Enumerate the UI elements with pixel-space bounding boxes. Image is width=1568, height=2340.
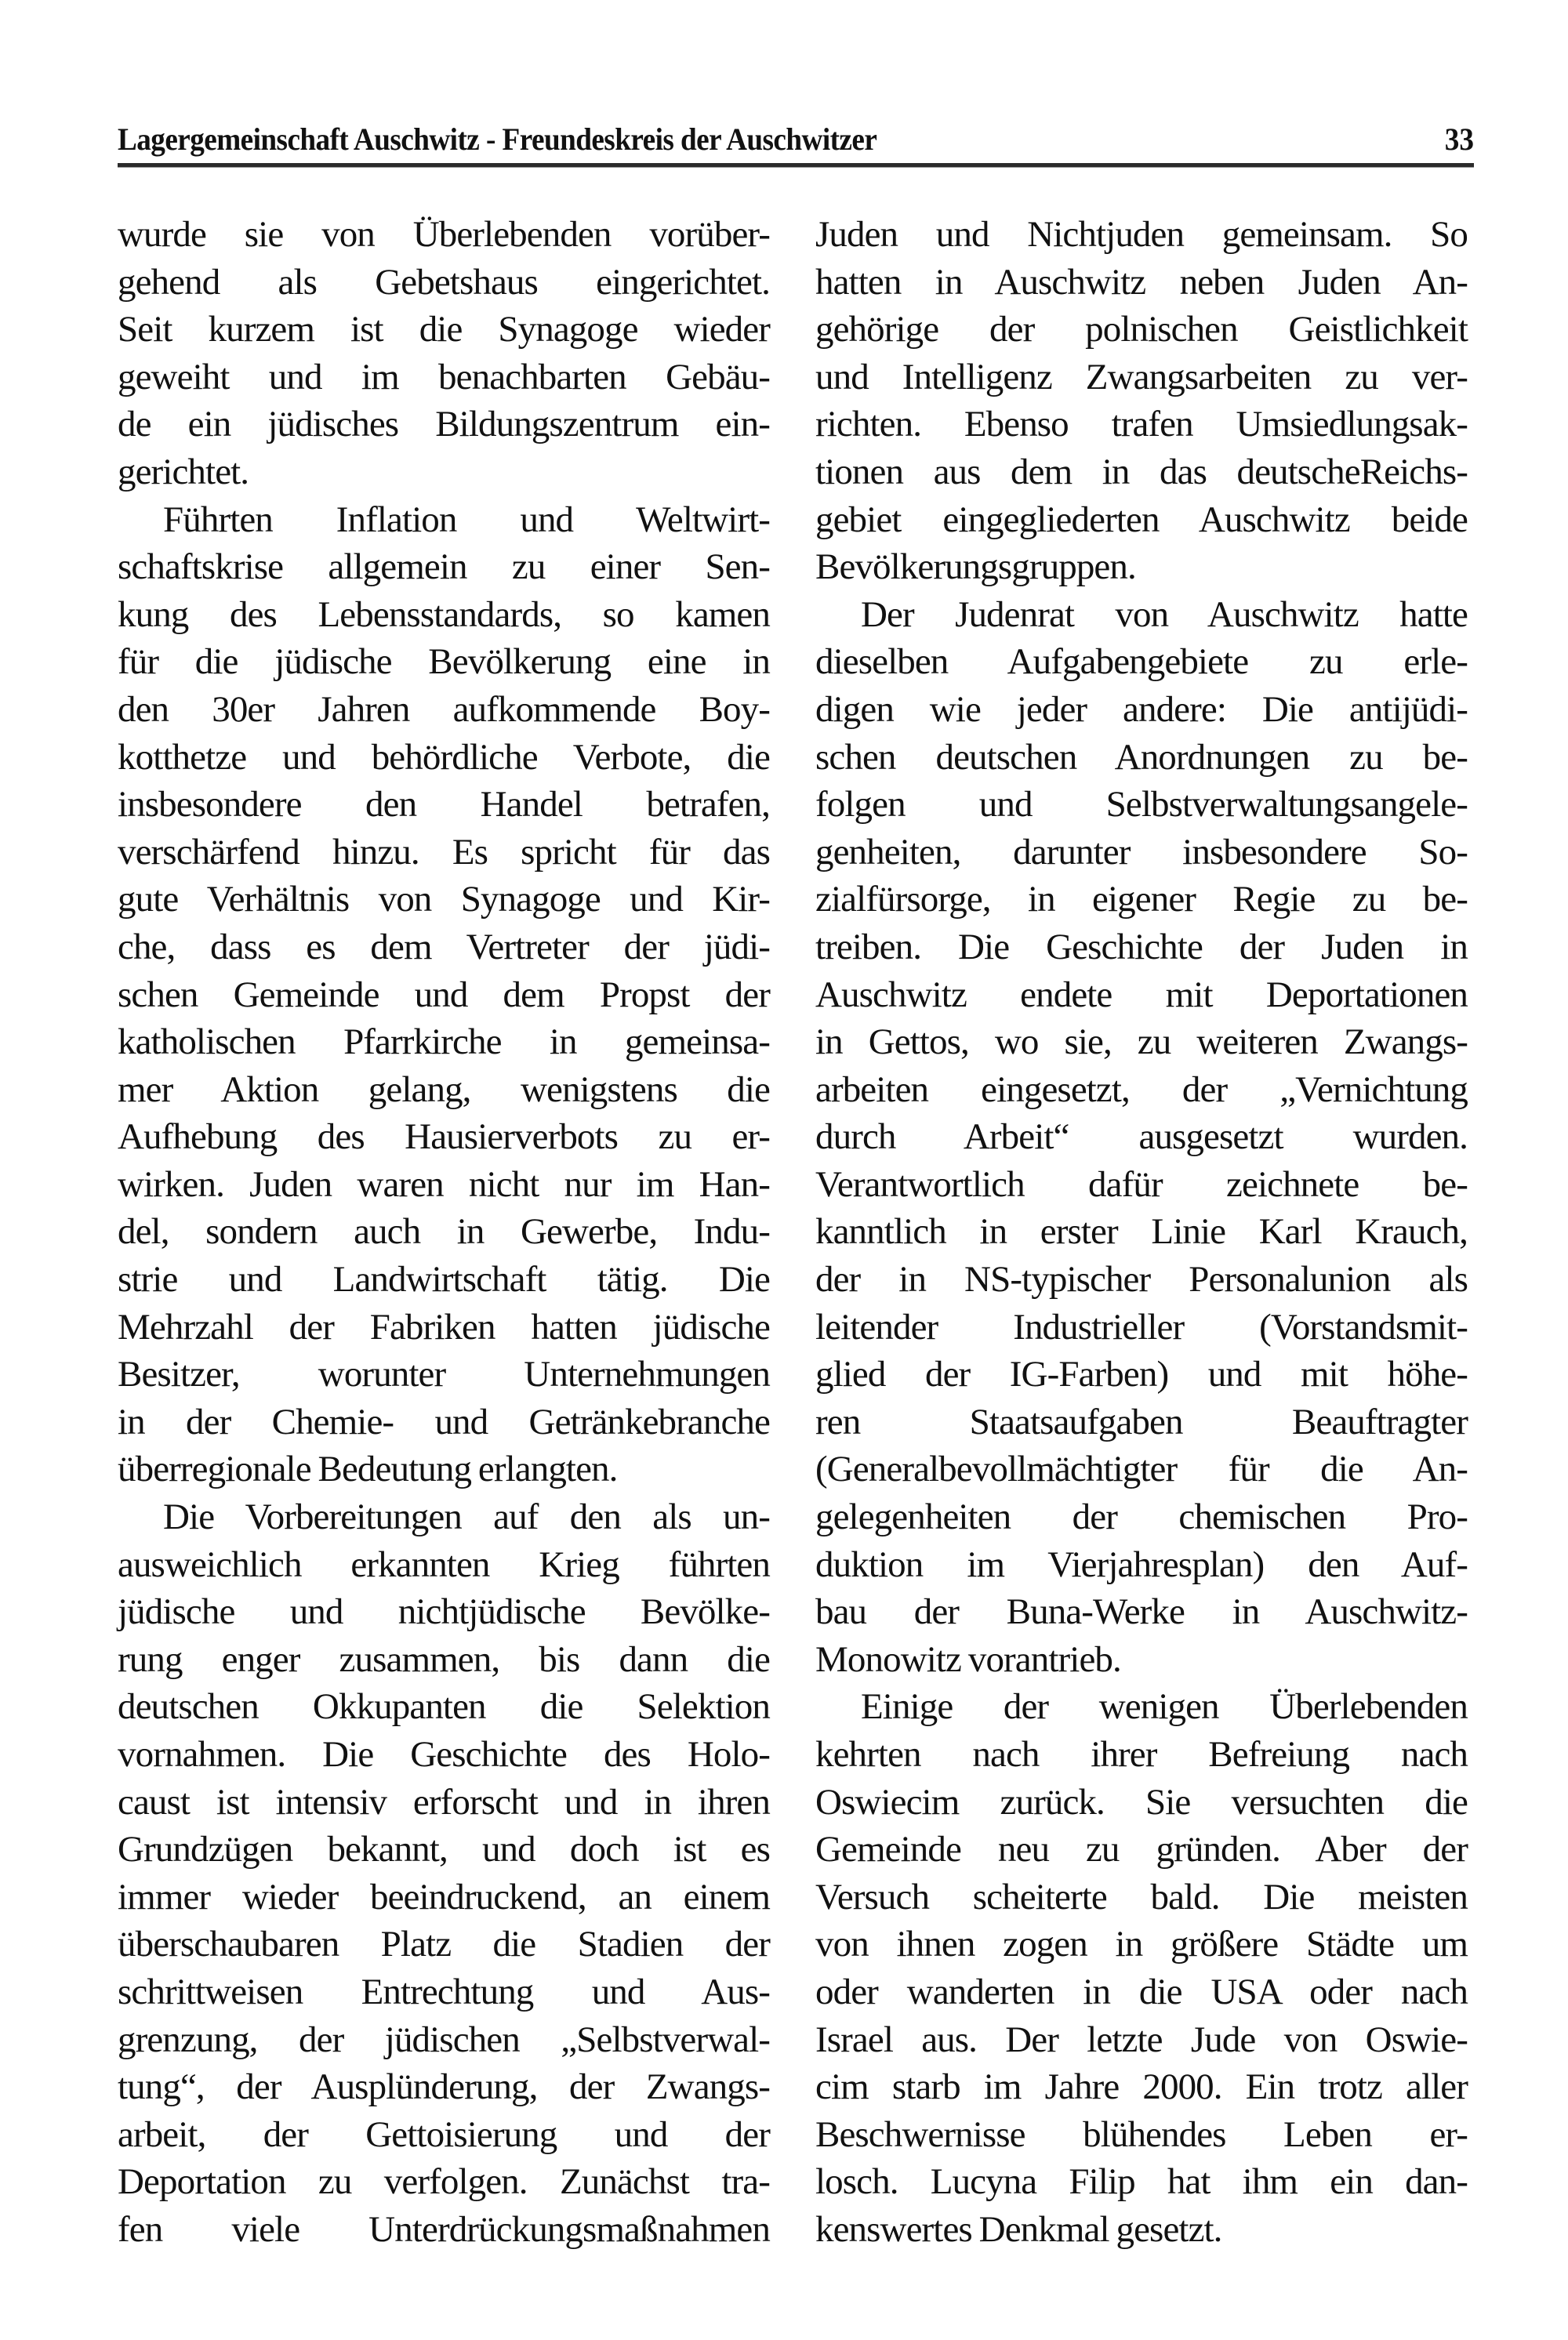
text-line: gelegenheiten der chemischen Pro- [815,1497,1468,1538]
text-line: genheiten, darunter insbesondere So- [815,831,1468,873]
text-line: gehörige der polnischen Geistlichkeit [815,309,1468,350]
text-line: tung“, der Ausplünderung, der Zwangs- [118,2066,770,2108]
text-line: überregionale Bedeutung erlangten. [118,1449,618,1490]
text-line: von ihnen zogen in größere Städte um [815,1924,1468,1965]
text-line: Mehrzahl der Fabriken hatten jüdische [118,1306,770,1348]
text-line: Israel aus. Der letzte Jude von Oswie- [815,2019,1468,2060]
text-line: schrittweisen Entrechtung und Aus- [118,1971,770,2012]
text-line: Grundzügen bekannt, und doch ist es [118,1829,770,1870]
text-line: katholischen Pfarrkirche in gemeinsa- [118,1021,770,1063]
header-rule [118,163,1474,168]
text-line: Aufhebung des Hausierverbots zu er- [118,1116,770,1158]
text-line: Monowitz vorantrieb. [815,1638,1121,1680]
text-line: und Intelligenz Zwangsarbeiten zu ver- [815,356,1468,397]
text-line: Der Judenrat von Auschwitz hatte [861,593,1468,635]
text-line: bau der Buna-Werke in Auschwitz- [815,1591,1468,1633]
text-line: gebiet eingegliederten Auschwitz beide [815,499,1468,540]
text-line: den 30er Jahren aufkommende Boy- [118,688,770,730]
page-header [118,118,1474,161]
text-line: cim starb im Jahre 2000. Ein trotz aller [815,2066,1468,2108]
text-line: grenzung, der jüdischen „Selbstverwal- [118,2019,770,2060]
text-line: dieselben Aufgabengebiete zu erle- [815,641,1468,683]
text-line: gerichtet. [118,451,249,492]
text-line: überschaubaren Platz die Stadien der [118,1924,770,1965]
text-line: durch Arbeit“ ausgesetzt wurden. [815,1116,1468,1158]
text-line: Bevölkerungsgruppen. [815,546,1136,588]
text-line: immer wieder beeindruckend, an einem [118,1876,770,1917]
text-line: fen viele Unterdrückungsmaßnahmen [118,2208,770,2250]
text-line: glied der IG-Farben) und mit höhe- [815,1354,1468,1395]
text-line: schen deutschen Anordnungen zu be- [815,736,1468,778]
text-line: verschärfend hinzu. Es spricht für das [118,831,770,873]
text-line: gehend als Gebetshaus eingerichtet. [118,261,770,303]
running-title: Lagergemeinschaft Auschwitz - Freundeskreis der Auschwitzer [118,122,877,157]
text-line: in der Chemie- und Getränkebranche [118,1401,770,1442]
text-line: folgen und Selbstverwaltungsangele- [815,784,1468,825]
text-line: Juden und Nichtjuden gemeinsam. So [815,214,1468,255]
text-line: digen wie jeder andere: Die antijüdi- [815,688,1468,730]
text-line: Seit kurzem ist die Synagoge wieder [118,309,770,350]
text-line: Oswiecim zurück. Sie versuchten die [815,1781,1468,1823]
text-line: kung des Lebensstandards, so kamen [118,593,770,635]
text-line: del, sondern auch in Gewerbe, Indu- [118,1211,770,1253]
text-line: kanntlich in erster Linie Karl Krauch, [815,1211,1468,1253]
text-line: insbesondere den Handel betrafen, [118,784,770,825]
text-line: kotthetze und behördliche Verbote, die [118,736,770,778]
text-line: jüdische und nichtjüdische Bevölke- [118,1591,770,1633]
text-line: Gemeinde neu zu gründen. Aber der [815,1829,1468,1870]
text-line: zialfürsorge, in eigener Regie zu be- [815,879,1468,920]
text-line: duktion im Vierjahresplan) den Auf- [815,1544,1468,1585]
text-line: rung enger zusammen, bis dann die [118,1638,770,1680]
text-line: schen Gemeinde und dem Propst der [118,974,770,1015]
text-line: Einige der wenigen Überlebenden [861,1686,1468,1728]
text-line: arbeit, der Gettoisierung und der [118,2113,770,2155]
text-line: deutschen Okkupanten die Selektion [118,1686,770,1728]
text-line: de ein jüdisches Bildungszentrum ein- [118,404,770,445]
text-line: Verantwortlich dafür zeichnete be- [815,1163,1468,1205]
text-line: (Generalbevollmächtigter für die An- [815,1449,1468,1490]
text-line: schaftskrise allgemein zu einer Sen- [118,546,770,588]
text-line: wirken. Juden waren nicht nur im Han- [118,1163,770,1205]
text-line: ren Staatsaufgaben Beauftragter [815,1401,1468,1442]
text-line: che, dass es dem Vertreter der jüdi- [118,926,770,967]
text-line: Führten Inflation und Weltwirt- [163,499,770,540]
text-line: losch. Lucyna Filip hat ihm ein dan- [815,2161,1468,2203]
text-line: ausweichlich erkannten Krieg führten [118,1544,770,1585]
text-line: strie und Landwirtschaft tätig. Die [118,1259,770,1301]
text-line: in Gettos, wo sie, zu weiteren Zwangs- [815,1021,1468,1063]
text-column-left [118,211,770,2254]
text-line: leitender Industrieller (Vorstandsmit- [815,1306,1468,1348]
text-line: Besitzer, worunter Unternehmungen [118,1354,770,1395]
text-line: richten. Ebenso trafen Umsiedlungsak- [815,404,1468,445]
text-line: kenswertes Denkmal gesetzt. [815,2208,1222,2250]
text-line: vornahmen. Die Geschichte des Holo- [118,1734,770,1775]
text-line: tionen aus dem in das deutscheReichs- [815,451,1468,492]
text-line: mer Aktion gelang, wenigstens die [118,1068,770,1110]
text-line: Auschwitz endete mit Deportationen [815,974,1468,1015]
text-line: wurde sie von Überlebenden vorüber- [118,214,770,255]
text-line: caust ist intensiv erforscht und in ihren [118,1781,770,1823]
text-line: treiben. Die Geschichte der Juden in [815,926,1468,967]
text-line: Deportation zu verfolgen. Zunächst tra- [118,2161,770,2203]
text-line: hatten in Auschwitz neben Juden An- [815,261,1468,303]
text-line: gute Verhältnis von Synagoge und Kir- [118,879,770,920]
text-column-right [815,211,1468,2254]
text-line: kehrten nach ihrer Befreiung nach [815,1734,1468,1775]
text-line: arbeiten eingesetzt, der „Vernichtung [815,1068,1468,1110]
text-line: Versuch scheiterte bald. Die meisten [815,1876,1468,1917]
page-number: 33 [1444,122,1474,157]
text-line: geweiht und im benachbarten Gebäu- [118,356,770,397]
text-line: Die Vorbereitungen auf den als un- [163,1497,770,1538]
text-line: Beschwernisse blühendes Leben er- [815,2113,1468,2155]
text-line: der in NS-typischer Personalunion als [815,1259,1468,1301]
text-line: für die jüdische Bevölkerung eine in [118,641,770,683]
text-line: oder wanderten in die USA oder nach [815,1971,1468,2012]
